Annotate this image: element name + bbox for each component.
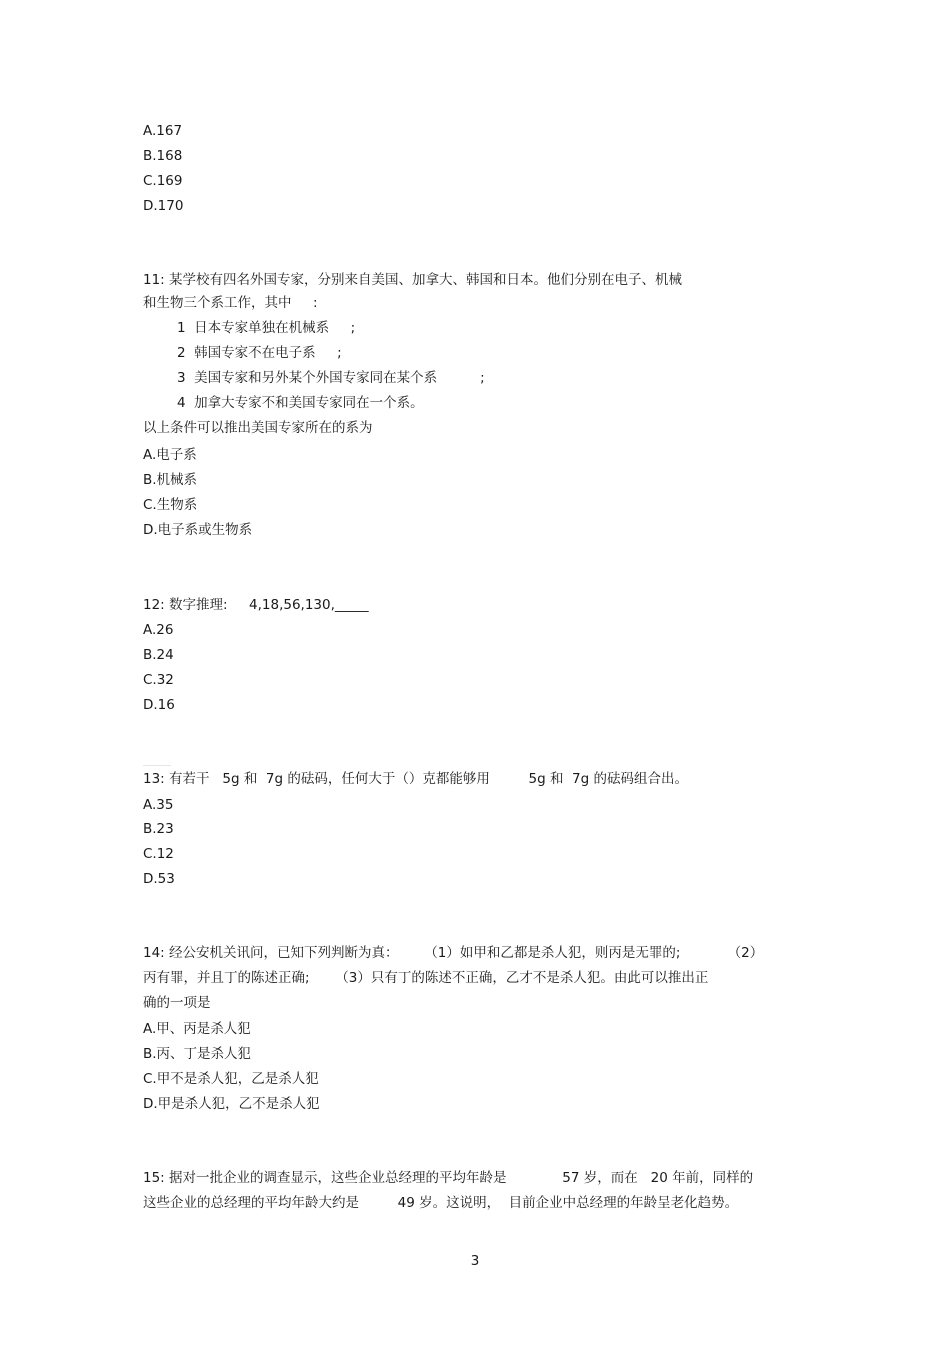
q12-option-d: D.16	[143, 697, 175, 713]
q11-stem-line-1: 11: 某学校有四名外国专家，分别来自美国、加拿大、韩国和日本。他们分别在电子、机械	[143, 272, 683, 288]
q12-stem: 12: 数字推理: 4,18,56,130,_____	[143, 597, 369, 613]
q11-condition-4: 4 加拿大专家不和美国专家同在一个系。	[177, 395, 424, 411]
q15-stem-line-2: 这些企业的总经理的平均年龄大约是 49 岁。这说明， 目前企业中总经理的年龄呈老化趋势。	[143, 1195, 739, 1211]
q11-option-a: A.电子系	[143, 447, 197, 463]
q11-stem-line-2: 和生物三个系工作，其中 :	[143, 295, 318, 311]
q13-option-d: D.53	[143, 871, 175, 887]
q11-option-b: B.机械系	[143, 472, 198, 488]
q14-option-a: A.甲、丙是杀人犯	[143, 1021, 251, 1037]
q13-option-c: C.12	[143, 846, 174, 862]
q14-stem-line-1: 14: 经公安机关讯问，已知下列判断为真： （1）如甲和乙都是杀人犯，则丙是无罪的; （2）	[143, 945, 764, 961]
q11-option-c: C.生物系	[143, 497, 198, 513]
q10-option-c: C.169	[143, 173, 183, 189]
page-number: 3	[470, 1253, 480, 1269]
q10-option-d: D.170	[143, 198, 184, 214]
q11-question: 以上条件可以推出美国专家所在的系为	[143, 420, 373, 436]
q10-option-b: B.168	[143, 148, 183, 164]
q14-option-d: D.甲是杀人犯，乙不是杀人犯	[143, 1096, 320, 1112]
q13-stem: 13: 有若干 5g 和 7g 的砝码，任何大于（）克都能够用 5g 和 7g 的砝码组合出。	[143, 771, 688, 787]
q11-condition-3: 3 美国专家和另外某个外国专家同在某个系 ;	[177, 370, 485, 386]
q14-option-c: C.甲不是杀人犯，乙是杀人犯	[143, 1071, 319, 1087]
q12-option-b: B.24	[143, 647, 174, 663]
q14-stem-line-3: 确的一项是	[143, 995, 211, 1011]
q11-condition-1: 1 日本专家单独在机械系 ;	[177, 320, 356, 336]
q11-option-d: D.电子系或生物系	[143, 522, 253, 538]
q13-option-a: A.35	[143, 797, 174, 813]
q10-option-a: A.167	[143, 123, 183, 139]
q14-stem-line-2: 丙有罪，并且丁的陈述正确; （3）只有丁的陈述不正确，乙才不是杀人犯。由此可以推出正	[143, 970, 709, 986]
q14-option-b: B.丙、丁是杀人犯	[143, 1046, 252, 1062]
q12-option-c: C.32	[143, 672, 174, 688]
q15-stem-line-1: 15: 据对一批企业的调查显示，这些企业总经理的平均年龄是 57 岁，而在 20 年前，同样的	[143, 1170, 754, 1186]
q13-option-b: B.23	[143, 821, 174, 837]
q11-condition-2: 2 韩国专家不在电子系 ;	[177, 345, 342, 361]
q12-option-a: A.26	[143, 622, 174, 638]
divider-mark	[143, 765, 171, 766]
